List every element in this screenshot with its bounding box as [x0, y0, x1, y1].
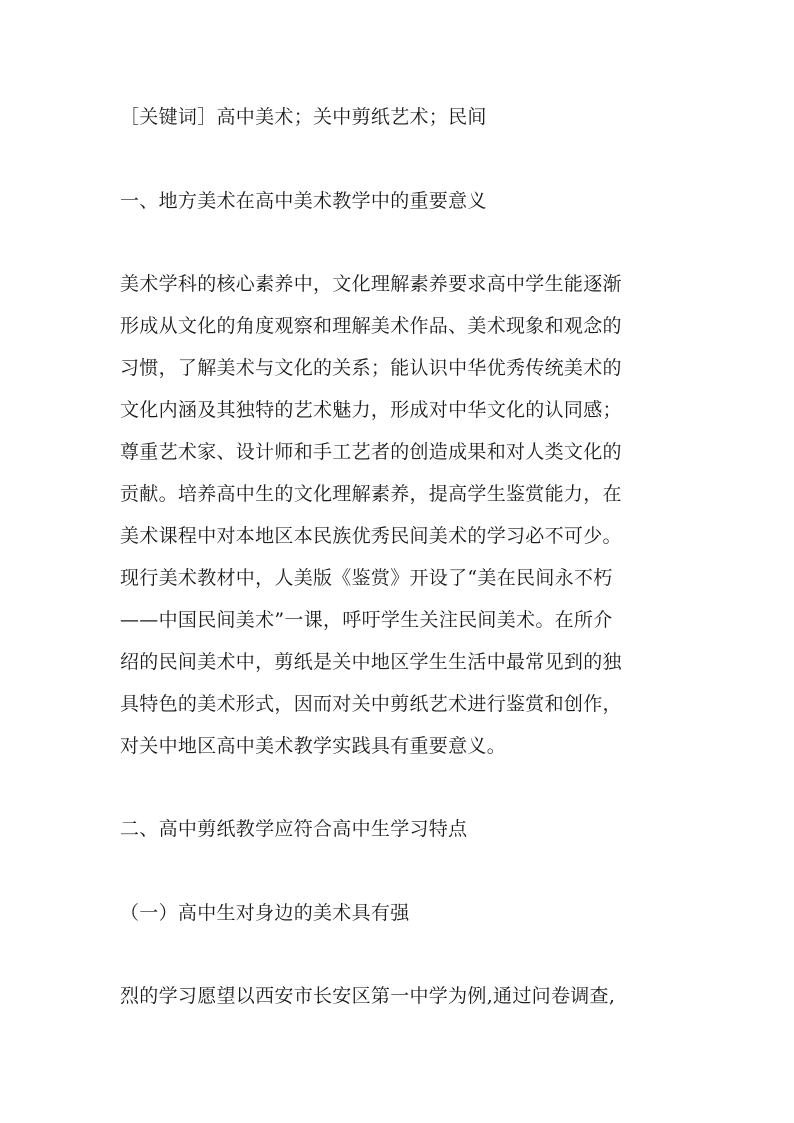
paragraph-line: 具特色的美术形式，因而对关中剪纸艺术进行鉴赏和创作， [120, 693, 622, 715]
paragraph-line: 绍的民间美术中，剪纸是关中地区学生生活中最常见到的独 [120, 651, 622, 673]
paragraph-line: 尊重艺术家、设计师和手工艺者的创造成果和对人类文化的 [120, 441, 622, 463]
paragraph-line: 对关中地区高中美术教学实践具有重要意义。 [120, 735, 507, 757]
paragraph-line: 美术学科的核心素养中，文化理解素养要求高中学生能逐渐 [120, 273, 622, 295]
paragraph-line: 美术课程中对本地区本民族优秀民间美术的学习必不可少。 [120, 525, 622, 547]
paragraph-line: 形成从文化的角度观察和理解美术作品、美术现象和观念的 [120, 315, 622, 337]
section-heading-1: 一、地方美术在高中美术教学中的重要意义 [120, 190, 487, 212]
paragraph-line: 现行美术教材中，人美版《鉴赏》开设了“美在民间永不朽 [120, 567, 613, 589]
subsection-heading-1: （一）高中生对身边的美术具有强 [120, 902, 410, 924]
paragraph-line: 文化内涵及其独特的艺术魅力，形成对中华文化的认同感； [120, 399, 622, 421]
keywords-line: ［关键词］高中美术；关中剪纸艺术；民间 [120, 106, 487, 128]
paragraph-line: ——中国民间美术”一课，呼吁学生关注民间美术。在所介 [120, 609, 613, 631]
section-heading-2: 二、高中剪纸教学应符合高中生学习特点 [120, 818, 468, 840]
paragraph-line: 贡献。培养高中生的文化理解素养，提高学生鉴赏能力，在 [120, 483, 622, 505]
paragraph-line: 习惯，了解美术与文化的关系；能认识中华优秀传统美术的 [120, 357, 622, 379]
paragraph-line: 烈的学习愿望以西安市长安区第一中学为例,通过问卷调查, [120, 985, 616, 1007]
